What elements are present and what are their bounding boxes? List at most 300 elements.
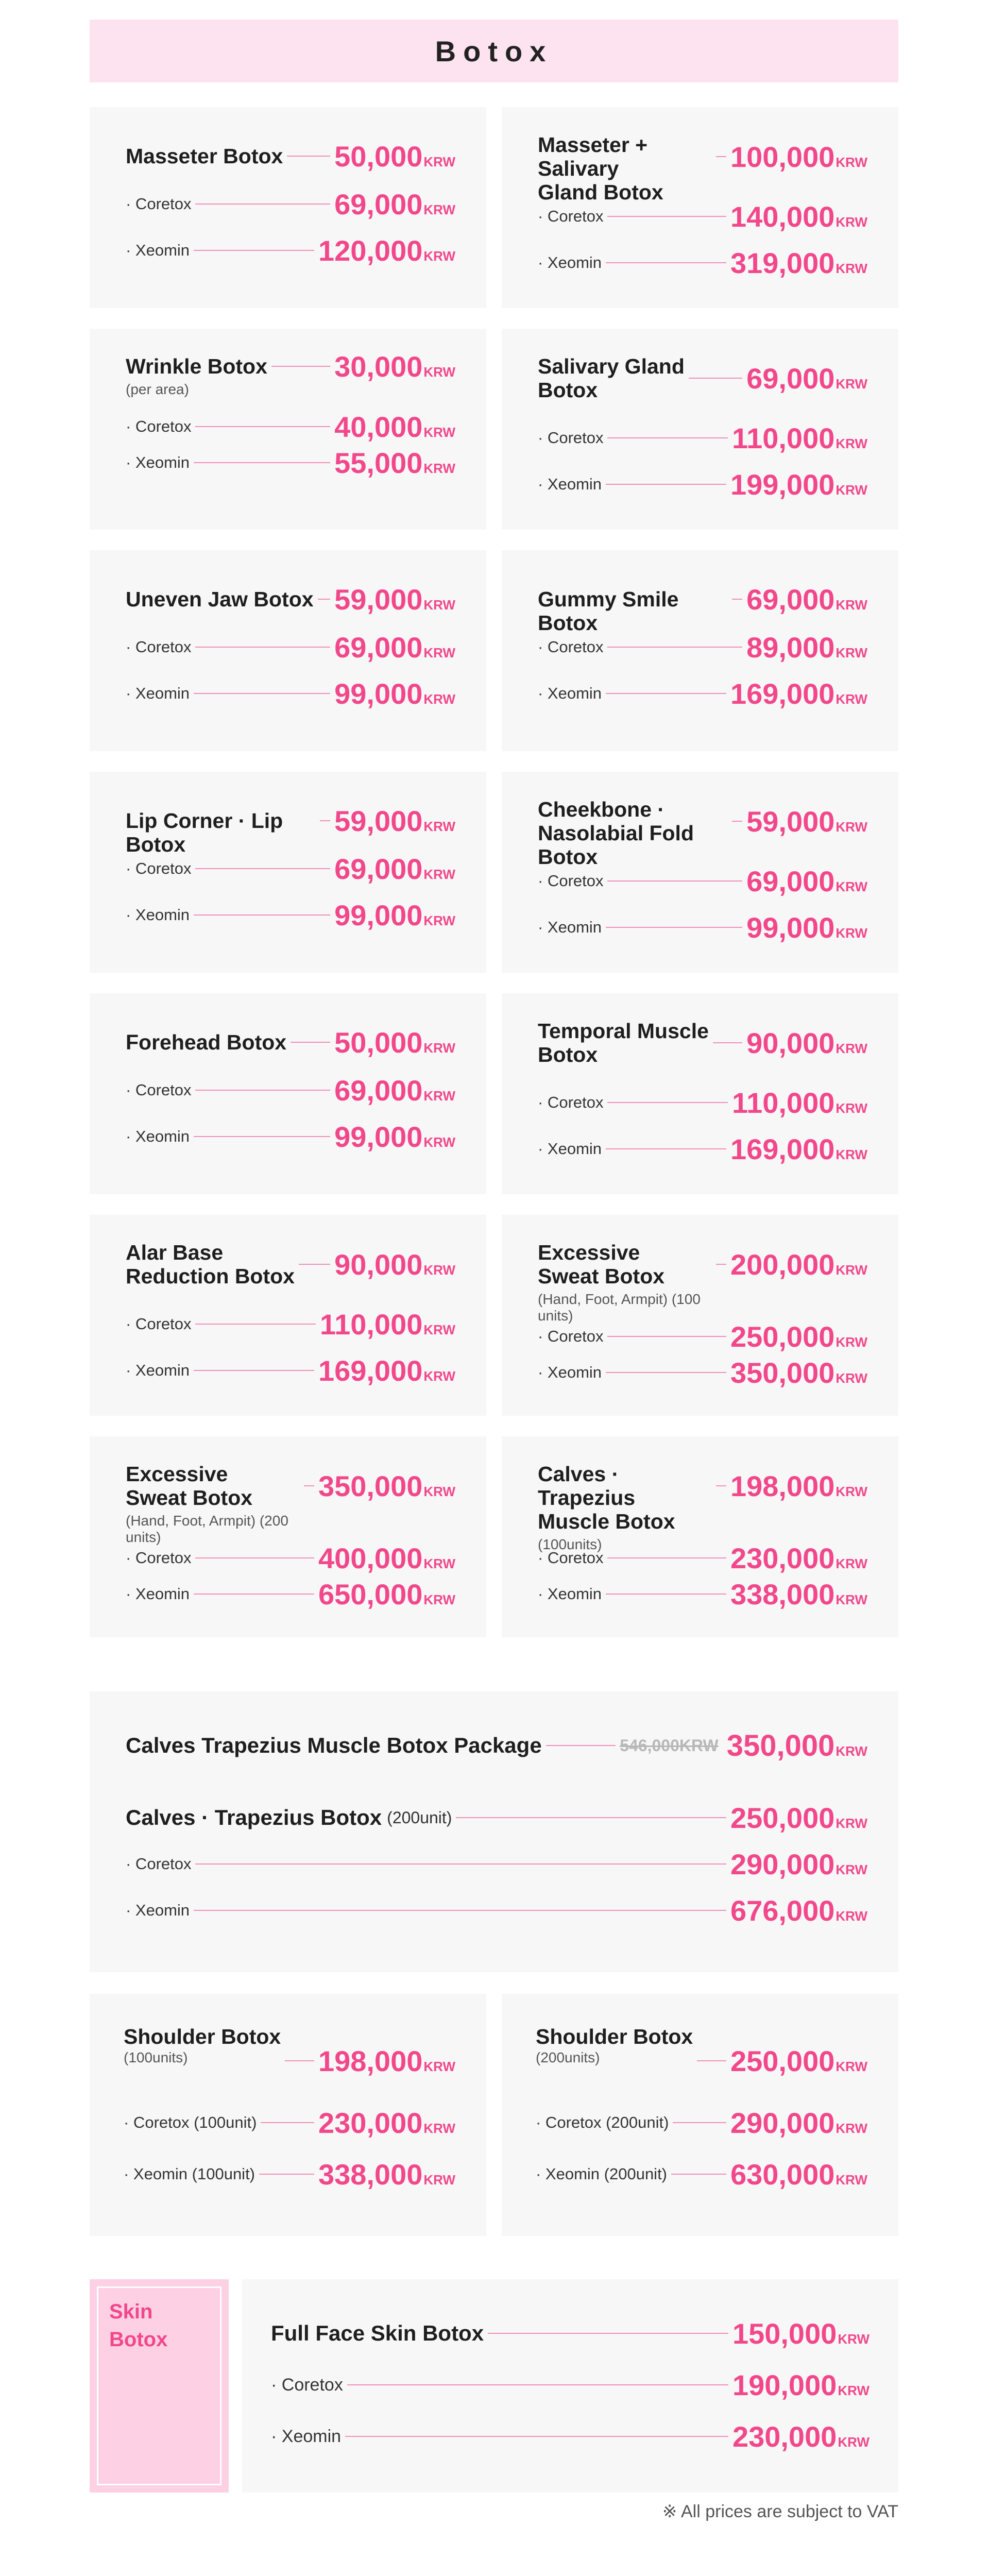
price (334, 446, 455, 480)
leader-line (607, 437, 728, 438)
price (334, 804, 455, 838)
currency-label: KRW (835, 819, 867, 835)
leader-line (671, 2174, 726, 2175)
item-title: Uneven Jaw Botox (126, 587, 314, 611)
sub-label: · Xeomin (538, 253, 602, 272)
item-title-line2: Botox (538, 378, 598, 402)
price-card (502, 772, 898, 973)
leader-line (271, 366, 330, 367)
title-line-wrap (281, 2045, 455, 2076)
sub-row (126, 447, 455, 478)
price-value: 250,000 (730, 2044, 835, 2077)
sub-row (538, 1579, 867, 1609)
currency-label: KRW (423, 364, 455, 380)
price-card (90, 329, 486, 530)
price (334, 852, 455, 886)
item-title: Masseter Botox (126, 144, 283, 168)
price (334, 188, 455, 221)
leader-line (606, 262, 726, 263)
sub-row (538, 1321, 867, 1352)
currency-label: KRW (423, 912, 455, 928)
sub-label: · Coretox (126, 1549, 192, 1567)
price-value: 90,000 (746, 1026, 835, 1059)
skin-badge-label: Skin Botox (109, 2300, 168, 2351)
currency-label: KRW (835, 1483, 867, 1499)
sub-label: · Xeomin (538, 475, 602, 493)
price-value: 290,000 (730, 2106, 835, 2139)
item-title-line2: Sweat Botox (126, 1486, 253, 1510)
package-sub-note: (200unit) (387, 1808, 452, 1827)
item-title-line2: Muscle Botox (538, 1510, 675, 1533)
leader-line (194, 914, 330, 916)
price-value: 250,000 (730, 1801, 835, 1834)
sub-row (124, 2159, 455, 2190)
price (746, 631, 867, 664)
price-value: 198,000 (730, 1469, 835, 1502)
currency-label: KRW (835, 1040, 867, 1056)
leader-line (285, 2060, 314, 2061)
title-block (126, 809, 316, 856)
currency-label: KRW (835, 925, 867, 941)
sub-row (538, 632, 867, 663)
title-row (538, 1462, 867, 1552)
leader-line (716, 156, 726, 157)
title-row (126, 1026, 455, 1059)
package-sub-title-row (126, 1800, 867, 1836)
price (318, 2106, 455, 2140)
leader-line (673, 2122, 726, 2123)
leader-line (259, 2174, 314, 2175)
sub-label: · Coretox (126, 1081, 192, 1099)
sub-label: · Xeomin (538, 918, 602, 936)
price-value: 230,000 (732, 2420, 837, 2453)
page-title-banner (90, 20, 898, 82)
sub-label: · Xeomin (100unit) (124, 2165, 255, 2183)
currency-label: KRW (423, 154, 455, 170)
price-value: 350,000 (726, 1728, 835, 1762)
price-value: 110,000 (732, 421, 835, 454)
currency-label: KRW (423, 866, 455, 882)
price (730, 246, 867, 280)
price (746, 583, 867, 616)
sub-label: · Coretox (100unit) (124, 2113, 257, 2131)
price (730, 140, 867, 174)
sub-label: · Coretox (126, 1315, 192, 1333)
sub-label: · Xeomin (126, 1361, 190, 1379)
item-title-line2: Sweat Botox (538, 1264, 665, 1288)
package-title: Calves Trapezius Muscle Botox Package (126, 1733, 542, 1757)
title-line-wrap (709, 1026, 867, 1059)
item-title: Shoulder Botox (536, 2025, 693, 2048)
sub-label: · Xeomin (126, 453, 190, 471)
sub-row (126, 411, 455, 442)
price-value: 30,000 (334, 350, 423, 383)
leader-line (732, 821, 742, 822)
sub-row (538, 866, 867, 896)
price-value: 50,000 (334, 1026, 423, 1059)
price (318, 1578, 455, 1611)
leader-line (716, 1264, 726, 1265)
price (746, 865, 867, 898)
sub-row (126, 1075, 455, 1106)
price (730, 1894, 867, 1927)
leader-line (546, 1745, 616, 1746)
skin-botox-badge (90, 2279, 229, 2493)
currency-label: KRW (835, 214, 867, 230)
price-value: 40,000 (334, 410, 423, 443)
title-line-wrap (286, 1026, 455, 1059)
price (730, 2044, 867, 2078)
price-value: 199,000 (730, 468, 835, 501)
title-line-wrap (712, 1469, 867, 1502)
title-line-wrap (712, 1248, 867, 1281)
leader-line (194, 693, 330, 694)
currency-label: KRW (835, 1146, 867, 1162)
title-row (126, 583, 455, 616)
currency-label: KRW (835, 1861, 867, 1877)
leader-line (320, 820, 330, 821)
leader-line (299, 1264, 330, 1265)
price (730, 1469, 867, 1503)
currency-label: KRW (835, 1908, 867, 1924)
currency-label: KRW (835, 878, 867, 894)
leader-line (195, 426, 330, 427)
price (746, 362, 867, 395)
price (318, 1541, 455, 1575)
price-value: 200,000 (730, 1248, 835, 1281)
title-line-wrap (685, 362, 867, 395)
leader-line (194, 250, 314, 251)
currency-label: KRW (423, 1368, 455, 1384)
currency-label: KRW (835, 645, 867, 660)
currency-label: KRW (835, 1815, 867, 1831)
leader-line (194, 1910, 726, 1911)
leader-line (195, 647, 330, 648)
leader-line (488, 2333, 728, 2334)
sub-row (538, 1543, 867, 1573)
title-block (538, 1019, 709, 1066)
price (730, 2106, 867, 2140)
currency-label: KRW (835, 1100, 867, 1116)
title-block (538, 587, 728, 635)
leader-line (195, 1863, 726, 1865)
vat-note: ※ All prices are subject to VAT (662, 2502, 898, 2521)
item-note: (per area) (126, 381, 189, 397)
price-card (502, 1436, 898, 1637)
currency-label: KRW (423, 597, 455, 613)
price (320, 1308, 455, 1341)
leader-line (697, 2060, 726, 2061)
currency-label: KRW (423, 2172, 455, 2188)
currency-label: KRW (423, 1088, 455, 1104)
currency-label: KRW (423, 1483, 455, 1499)
item-note: (Hand, Foot, Armpit) (200 units) (126, 1513, 288, 1545)
sub-row (126, 1309, 455, 1340)
currency-label: KRW (423, 1555, 455, 1571)
sub-label: · Coretox (538, 872, 604, 890)
leader-line (194, 1370, 314, 1371)
sub-label: · Xeomin (200unit) (536, 2165, 668, 2183)
title-line-wrap (283, 140, 455, 173)
currency-label: KRW (835, 1262, 867, 1278)
price-value: 350,000 (318, 1469, 423, 1502)
package-sub-title: Calves · Trapezius Botox (126, 1805, 382, 1829)
currency-label: KRW (423, 201, 455, 217)
currency-label: KRW (423, 645, 455, 660)
price (334, 1248, 455, 1281)
title-line-wrap (728, 583, 867, 616)
leader-line (261, 2122, 314, 2123)
price-value: 69,000 (746, 362, 835, 395)
price-value: 69,000 (334, 631, 423, 664)
sub-row (126, 1355, 455, 1386)
price-card (502, 550, 898, 751)
leader-line (607, 1336, 726, 1337)
title-block (538, 1241, 712, 1324)
item-title: Alar Base (126, 1241, 224, 1264)
price (318, 2044, 455, 2078)
sub-row (538, 201, 867, 232)
price (746, 805, 867, 838)
title-row (538, 354, 867, 402)
sub-label: · Xeomin (126, 241, 190, 259)
price-card (90, 772, 486, 973)
sub-label: · Xeomin (126, 1127, 190, 1145)
price-card (90, 1436, 486, 1637)
currency-label: KRW (835, 154, 867, 170)
skin-title: Full Face Skin Botox (271, 2321, 484, 2345)
item-note: (100units) (538, 1536, 602, 1552)
item-title-line2: Gland Botox (538, 180, 663, 204)
price-card (90, 550, 486, 751)
price-value: 230,000 (318, 2106, 423, 2139)
sub-row (271, 2421, 869, 2452)
price-value: 100,000 (730, 140, 835, 173)
price-value: 338,000 (730, 1578, 835, 1611)
item-title: Wrinkle Botox (126, 354, 267, 378)
price-value: 230,000 (730, 1541, 835, 1574)
currency-label: KRW (838, 2382, 869, 2398)
price-value: 55,000 (334, 446, 423, 479)
price-value: 350,000 (730, 1356, 835, 1389)
price-value: 69,000 (746, 865, 835, 897)
sub-row (536, 2107, 867, 2138)
sub-row (538, 1133, 867, 1164)
price (318, 1354, 455, 1387)
price (334, 1120, 455, 1154)
price-value: 120,000 (318, 234, 423, 267)
shoulder-card (502, 1994, 898, 2236)
leader-line (607, 647, 742, 648)
leader-line (456, 1817, 726, 1818)
price (334, 350, 455, 383)
price (334, 1026, 455, 1059)
sub-label: · Xeomin (538, 1140, 602, 1158)
price-value: 630,000 (730, 2158, 835, 2191)
leader-line (606, 1148, 726, 1149)
sub-label: · Coretox (126, 1855, 192, 1873)
currency-label: KRW (835, 1743, 867, 1759)
leader-line (195, 1557, 314, 1558)
currency-label: KRW (835, 691, 867, 707)
price-card (90, 993, 486, 1194)
sub-label: · Xeomin (538, 1363, 602, 1381)
price-value: 290,000 (730, 1848, 835, 1880)
price-value: 99,000 (746, 911, 835, 944)
sub-row (536, 2159, 867, 2190)
price (318, 2158, 455, 2191)
price-value: 59,000 (334, 804, 423, 837)
leader-line (713, 1042, 742, 1043)
sub-label: · Coretox (200unit) (536, 2113, 669, 2131)
sub-label: · Coretox (538, 1093, 604, 1111)
currency-label: KRW (835, 435, 867, 451)
page-title: Botox (435, 35, 553, 67)
currency-label: KRW (835, 1555, 867, 1571)
leader-line (195, 1090, 330, 1091)
price-value: 69,000 (334, 188, 423, 221)
price (730, 1848, 867, 1881)
sub-label: · Coretox (538, 1327, 604, 1345)
price (746, 911, 867, 944)
sub-label: · Coretox (538, 207, 604, 225)
price (732, 2317, 869, 2350)
price-value: 169,000 (318, 1354, 423, 1387)
title-block (126, 1462, 300, 1546)
price (730, 1541, 867, 1575)
sub-row (271, 2369, 869, 2400)
sub-label: · Coretox (126, 859, 192, 877)
price (334, 583, 455, 616)
sub-label: · Coretox (538, 638, 604, 656)
item-note: (Hand, Foot, Armpit) (100 units) (538, 1291, 701, 1324)
leader-line (194, 462, 330, 463)
currency-label: KRW (423, 1262, 455, 1278)
leader-line (194, 1136, 330, 1137)
title-block (538, 354, 685, 402)
leader-line (607, 1102, 728, 1103)
price-value: 50,000 (334, 140, 423, 173)
price (730, 1132, 867, 1166)
price-value: 99,000 (334, 899, 423, 931)
sub-label: · Coretox (126, 417, 192, 435)
item-title-line2: Botox (538, 1043, 598, 1066)
currency-label: KRW (423, 424, 455, 440)
sub-label: · Coretox (271, 2375, 343, 2395)
price-value: 69,000 (334, 1074, 423, 1107)
leader-line (291, 1042, 330, 1043)
currency-label: KRW (835, 482, 867, 498)
sub-row (126, 1849, 867, 1879)
title-row (126, 350, 455, 397)
sub-label: · Coretox (538, 429, 604, 447)
price-value: 69,000 (334, 852, 423, 885)
price (730, 468, 867, 501)
leader-line (606, 927, 742, 928)
currency-label: KRW (423, 460, 455, 476)
price-value: 150,000 (732, 2317, 837, 2350)
item-title-line2: Botox (538, 845, 598, 869)
item-title: Temporal Muscle (538, 1019, 709, 1043)
title-block (124, 2025, 281, 2066)
title-line-wrap (267, 350, 455, 383)
price (732, 421, 867, 455)
item-title: Shoulder Botox (124, 2025, 281, 2048)
price (334, 677, 455, 710)
price (730, 1248, 867, 1281)
price (746, 1026, 867, 1060)
item-title: Excessive (538, 1241, 640, 1264)
currency-label: KRW (423, 2120, 455, 2136)
price-value: 89,000 (746, 631, 835, 664)
currency-label: KRW (835, 1591, 867, 1607)
price (334, 1074, 455, 1107)
price (732, 1086, 867, 1120)
leader-line (318, 599, 331, 600)
title-row (126, 140, 455, 173)
item-title: Excessive (126, 1462, 228, 1486)
sub-row (538, 1087, 867, 1118)
currency-label: KRW (838, 2331, 869, 2347)
leader-line (606, 484, 726, 485)
title-line-wrap (300, 1469, 455, 1502)
leader-line (732, 599, 742, 600)
sub-label: · Xeomin (538, 1585, 602, 1603)
sub-row (126, 189, 455, 219)
sub-row (126, 900, 455, 930)
sub-row (126, 632, 455, 663)
price-value: 99,000 (334, 1120, 423, 1153)
currency-label: KRW (423, 1591, 455, 1607)
leader-line (607, 216, 726, 217)
sub-row (126, 1543, 455, 1573)
title-block (538, 1462, 712, 1553)
item-title: Cheekbone · Nasolabial Fold (538, 798, 694, 845)
price (730, 1578, 867, 1611)
currency-label: KRW (423, 818, 455, 834)
price-card (502, 1215, 898, 1416)
leader-line (606, 1594, 726, 1595)
item-title: Gummy Smile Botox (538, 587, 679, 635)
price (730, 200, 867, 233)
currency-label: KRW (835, 260, 867, 276)
title-row (538, 798, 867, 869)
sub-label: · Xeomin (126, 906, 190, 924)
price (334, 140, 455, 173)
price-value: 169,000 (730, 1132, 835, 1165)
price-card (502, 107, 898, 308)
title-row (126, 1241, 455, 1288)
currency-label: KRW (423, 1134, 455, 1150)
leader-line (195, 868, 330, 869)
leader-line (304, 1485, 314, 1486)
leader-line (607, 1557, 726, 1558)
currency-label: KRW (835, 1370, 867, 1386)
title-block (536, 2025, 693, 2066)
shoulder-card (90, 1994, 486, 2236)
title-line-wrap (316, 804, 455, 837)
sub-label: · Xeomin (126, 1585, 190, 1603)
item-note: (100units) (124, 2049, 188, 2065)
leader-line (195, 1324, 316, 1325)
item-title: Masseter + Salivary (538, 133, 648, 180)
price-value: 110,000 (320, 1308, 423, 1341)
sub-label: · Xeomin (538, 684, 602, 702)
sub-row (538, 912, 867, 943)
item-title: Forehead Botox (126, 1030, 287, 1054)
leader-line (606, 1372, 726, 1373)
item-title-line2: Reduction Botox (126, 1264, 295, 1288)
